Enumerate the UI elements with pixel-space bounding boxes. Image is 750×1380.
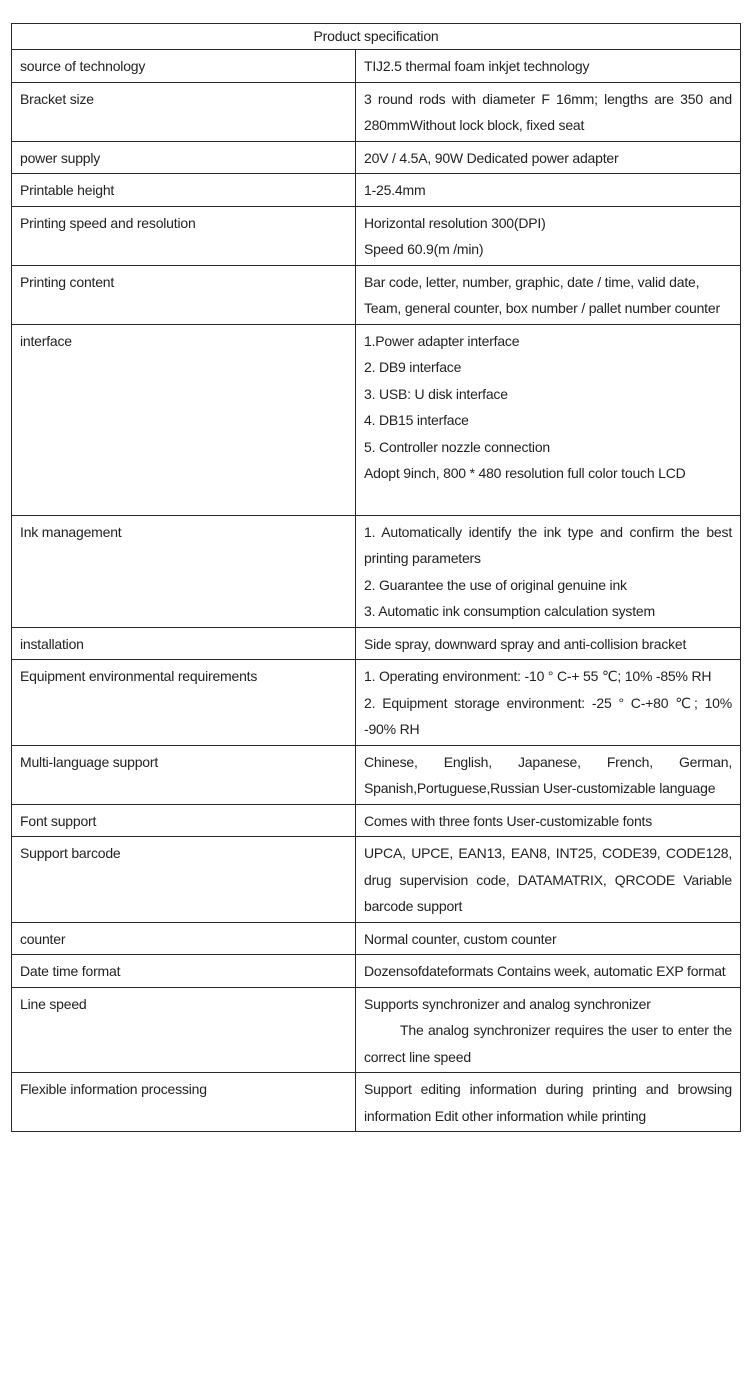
table-row	[12, 745, 741, 804]
spec-value	[356, 324, 741, 515]
spec-value	[356, 804, 741, 837]
spec-value	[356, 515, 741, 627]
table-row	[12, 1073, 741, 1132]
spec-label: counter	[12, 922, 356, 955]
spec-value	[356, 987, 741, 1073]
spec-value-line: 2. Guarantee the use of original genuine ink	[364, 576, 627, 593]
spec-label: Printing speed and resolution	[12, 206, 356, 265]
table-row	[12, 515, 741, 627]
table-row	[12, 987, 741, 1073]
spec-value-line: Comes with three fonts User-customizable fonts	[364, 812, 653, 829]
table-row	[12, 174, 741, 207]
product-specification-table	[11, 23, 741, 1132]
spec-value-line: 3 round rods with diameter F 16mm; lengths are 350 and 280mmWithout lock block, fixed seat	[364, 90, 733, 133]
spec-label: Multi-language support	[12, 745, 356, 804]
spec-label: Equipment environmental requirements	[12, 660, 356, 746]
spec-value	[356, 837, 741, 923]
spec-value	[356, 955, 741, 988]
spec-value-line: UPCA, UPCE, EAN13, EAN8, INT25, CODE39, CODE128, drug supervision code, DATAMATRIX, QRCODE Variable barcode support	[364, 845, 733, 914]
blank-spacer	[364, 487, 732, 513]
spec-value-line: 5. Controller nozzle connection	[364, 438, 551, 455]
spec-value	[356, 265, 741, 324]
spec-label: Font support	[12, 804, 356, 837]
table-title-row	[12, 24, 741, 50]
spec-value-line: Adopt 9inch, 800 * 480 resolution full color touch LCD	[364, 465, 686, 481]
spec-value	[356, 82, 741, 141]
table-row	[12, 324, 741, 515]
spec-value-line: 2. DB9 interface	[364, 359, 462, 375]
spec-value	[356, 627, 741, 660]
table-row	[12, 141, 741, 174]
spec-label: Bracket size	[12, 82, 356, 141]
spec-value-line: 20V / 4.5A, 90W Dedicated power adapter	[364, 149, 619, 166]
spec-value-line: The analog synchronizer requires the user to enter the correct line speed	[364, 1022, 733, 1065]
spec-value	[356, 922, 741, 955]
spec-value-line: Support editing information during printing and browsing information Edit other information while printing	[364, 1081, 733, 1124]
table-row	[12, 837, 741, 923]
table-row	[12, 627, 741, 660]
spec-value	[356, 1073, 741, 1132]
table-row	[12, 82, 741, 141]
spec-label: Date time format	[12, 955, 356, 988]
spec-value	[356, 660, 741, 746]
table-row	[12, 804, 741, 837]
table-title: Product specification	[12, 24, 741, 50]
table-row	[12, 265, 741, 324]
spec-value-line: 1. Automatically identify the ink type and confirm the best printing parameters	[364, 523, 733, 566]
spec-value-line: Team, general counter, box number / pallet number counter	[364, 300, 720, 316]
spec-label: installation	[12, 627, 356, 660]
spec-value-line: 3. Automatic ink consumption calculation system	[364, 603, 655, 619]
spec-value-line: Dozensofdateformats Contains week, automatic EXP format	[364, 963, 726, 979]
spec-value-line: Supports synchronizer and analog synchronizer	[364, 995, 651, 1012]
spec-value	[356, 174, 741, 207]
spec-value-line: 1.Power adapter interface	[364, 332, 520, 349]
spec-value-line: TIJ2.5 thermal foam inkjet technology	[364, 58, 590, 74]
spec-value-line: 1. Operating environment: -10 ° C-+ 55 ℃; 10% -85% RH	[364, 668, 712, 684]
spec-value	[356, 745, 741, 804]
spec-label: source of technology	[12, 50, 356, 83]
spec-value-line: Bar code, letter, number, graphic, date / time, valid date,	[364, 273, 700, 290]
spec-label: Printing content	[12, 265, 356, 324]
table-row	[12, 660, 741, 746]
spec-value-line: Speed 60.9(m /min)	[364, 241, 484, 257]
spec-label: Ink management	[12, 515, 356, 627]
table-row	[12, 206, 741, 265]
spec-label: Line speed	[12, 987, 356, 1073]
spec-label: Support barcode	[12, 837, 356, 923]
spec-value	[356, 50, 741, 83]
spec-value	[356, 141, 741, 174]
table-row	[12, 955, 741, 988]
spec-value-line: Chinese, English, Japanese, French, German, Spanish,Portuguese,Russian User-customizable language	[364, 753, 733, 796]
table-row	[12, 922, 741, 955]
spec-value-line: Normal counter, custom counter	[364, 930, 557, 947]
spec-label: Flexible information processing	[12, 1073, 356, 1132]
spec-value-line: Side spray, downward spray and anti-collision bracket	[364, 635, 687, 652]
spec-value	[356, 206, 741, 265]
spec-value-line: 2. Equipment storage environment: -25 ° C-+80 ℃; 10% -90% RH	[364, 694, 733, 737]
spec-label: Printable height	[12, 174, 356, 207]
table-row	[12, 50, 741, 83]
spec-value-line: 4. DB15 interface	[364, 412, 469, 428]
spec-value-line: 3. USB: U disk interface	[364, 385, 508, 402]
spec-label: interface	[12, 324, 356, 515]
spec-label: power supply	[12, 141, 356, 174]
spec-value-line: 1-25.4mm	[364, 182, 426, 198]
spec-value-line: Horizontal resolution 300(DPI)	[364, 214, 546, 231]
